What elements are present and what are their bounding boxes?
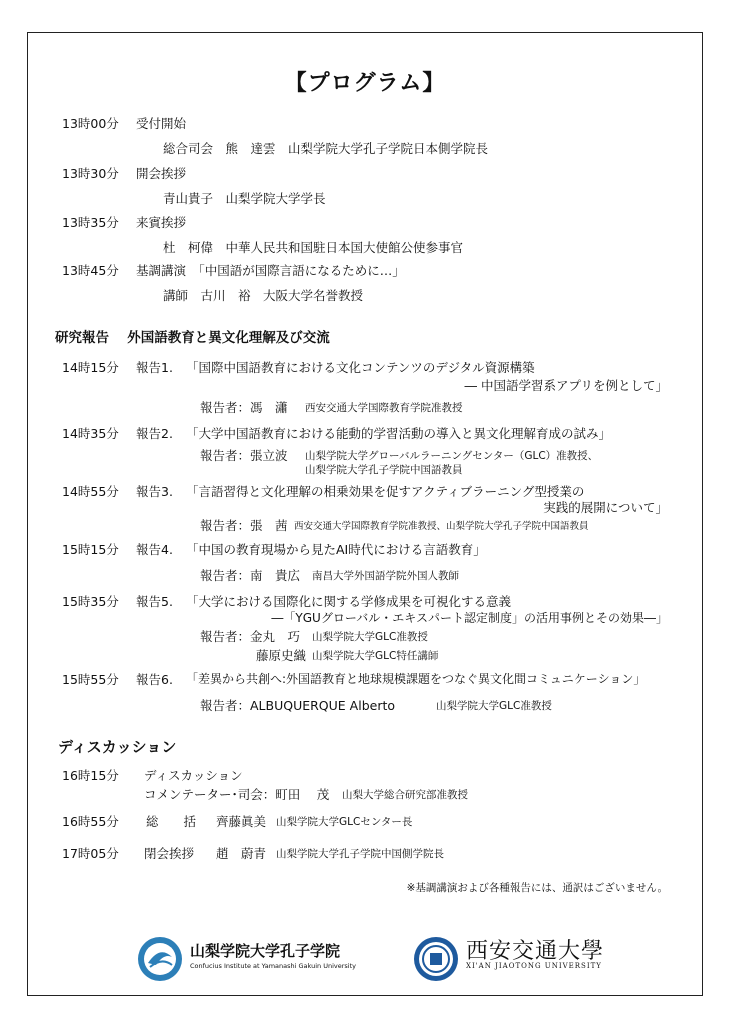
report-number: 報告4. [136, 542, 173, 557]
detail-keynote: 講師 古川 裕 大阪大学名誉教授 [163, 288, 364, 303]
discussion-affiliation: 山梨大学総合研究部准教授 [342, 789, 468, 801]
report-title: 「言語習得と文化理解の相乗効果を促すアクティブラーニング型授業の [186, 484, 585, 499]
reporter: 報告者：馮 瀟 [200, 400, 288, 415]
report-time: 14時15分 [62, 360, 119, 375]
label-keynote: 基調講演 「中国語が国際言語になるために…」 [136, 263, 405, 278]
report-subtitle: 実践的展開について」 [543, 500, 668, 515]
report-title: 「国際中国語教育における文化コンテンツのデジタル資源構築 [186, 360, 535, 375]
discussion-label: 総 括 [146, 814, 197, 829]
report-title: 「大学中国語教育における能動的学習活動の導入と異文化理解育成の試み」 [186, 426, 612, 441]
report-subtitle: ― 中国語学習系アプリを例として」 [464, 378, 668, 393]
detail-mc: 総合司会 熊 達雲 山梨学院大学孔子学院日本側学院長 [163, 141, 489, 156]
report-number: 報告5. [136, 594, 173, 609]
time-1335: 13時35分 [62, 215, 119, 230]
report-title: 「差異から共創へ:外国語教育と地球規模課題をつなぐ異文化間コミュニケーション」 [186, 672, 646, 686]
report-time: 15時15分 [62, 542, 119, 557]
detail-guest: 杜 柯偉 中華人民共和国駐日本国大使館公使参事官 [163, 240, 464, 255]
reporter: 藤原史織 [256, 648, 307, 663]
xjtu-subtitle: XI'AN JIAOTONG UNIVERSITY [466, 962, 602, 970]
discussion-affiliation: 山梨学院大学GLCセンター長 [276, 816, 413, 828]
report-time: 14時35分 [62, 426, 119, 441]
reporter-affiliation: 山梨学院大学グローバルラーニングセンター（GLC）准教授、 [305, 450, 599, 462]
report-time: 15時35分 [62, 594, 119, 609]
discussion-heading: ディスカッション [58, 738, 177, 756]
interpretation-note: ※基調講演および各種報告には、通訳はございません。 [406, 882, 668, 894]
report-time: 15時55分 [62, 672, 119, 687]
research-heading: 研究報告 外国語教育と異文化理解及び交流 [55, 330, 330, 346]
report-number: 報告2. [136, 426, 173, 441]
report-title: 「大学における国際化に関する学修成果を可視化する意義 [186, 594, 512, 609]
report-number: 報告3. [136, 484, 173, 499]
reporter: 報告者：張 茜 [200, 518, 288, 533]
reporter-affiliation: 山梨学院大学GLC准教授 [312, 631, 428, 643]
discussion-affiliation: 山梨学院大学孔子学院中国側学院長 [276, 848, 444, 860]
reporter-affiliation: 西安交通大学国際教育学院准教授 [305, 402, 463, 414]
discussion-time: 16時15分 [62, 768, 119, 783]
label-guest: 来賓挨拶 [136, 215, 187, 230]
report-title: 「中国の教育現場から見たAI時代における言語教育」 [186, 542, 486, 557]
discussion-label: ディスカッション [144, 768, 243, 783]
reporter-affiliation: 山梨学院大学GLC准教授 [436, 700, 552, 712]
time-1345: 13時45分 [62, 263, 119, 278]
discussion-time: 16時55分 [62, 814, 119, 829]
xjtu-seal-icon [412, 935, 460, 983]
discussion-detail: コメンテーター･司会：町田 茂 [144, 787, 330, 802]
page-title: 【プログラム】 [284, 71, 446, 96]
confucius-institute-subtitle: Confucius Institute at Yamanashi Gakuin University [190, 962, 356, 970]
confucius-institute-name: 山梨学院大学孔子学院 [190, 942, 341, 960]
reporter: 報告者：金丸 巧 [200, 629, 301, 644]
report-number: 報告6. [136, 672, 173, 687]
xjtu-name: 西安交通大學 [466, 939, 605, 964]
discussion-label: 閉会挨拶 [144, 846, 195, 861]
detail-opening: 青山貴子 山梨学院大学学長 [163, 191, 326, 206]
discussion-detail: 趙 蔚青 [216, 846, 267, 861]
report-number: 報告1. [136, 360, 173, 375]
xjtu-logo [412, 935, 460, 987]
report-subtitle: ―「YGUグローバル・エキスパート認定制度」の活用事例とその効果―」 [271, 611, 668, 625]
reporter-affiliation: 山梨学院大学孔子学院中国語教員 [305, 464, 463, 476]
label-opening: 開会挨拶 [136, 166, 187, 181]
confucius-emblem-icon [136, 935, 184, 983]
label-reception: 受付開始 [136, 116, 187, 131]
time-1330: 13時30分 [62, 166, 119, 181]
discussion-detail: 齊藤眞美 [216, 814, 267, 829]
reporter-affiliation: 西安交通大学国際教育学院准教授、山梨学院大学孔子学院中国語教員 [294, 521, 589, 532]
reporter: 報告者：ALBUQUERQUE Alberto [200, 698, 396, 713]
confucius-institute-logo [136, 935, 184, 987]
reporter: 報告者：張立波 [200, 448, 288, 463]
discussion-time: 17時05分 [62, 846, 119, 861]
report-time: 14時55分 [62, 484, 119, 499]
time-1300: 13時00分 [62, 116, 119, 131]
reporter-affiliation: 山梨学院大学GLC特任講師 [312, 650, 439, 662]
reporter-affiliation: 南昌大学外国語学院外国人教師 [312, 570, 459, 582]
reporter: 報告者：南 貴広 [200, 568, 301, 583]
